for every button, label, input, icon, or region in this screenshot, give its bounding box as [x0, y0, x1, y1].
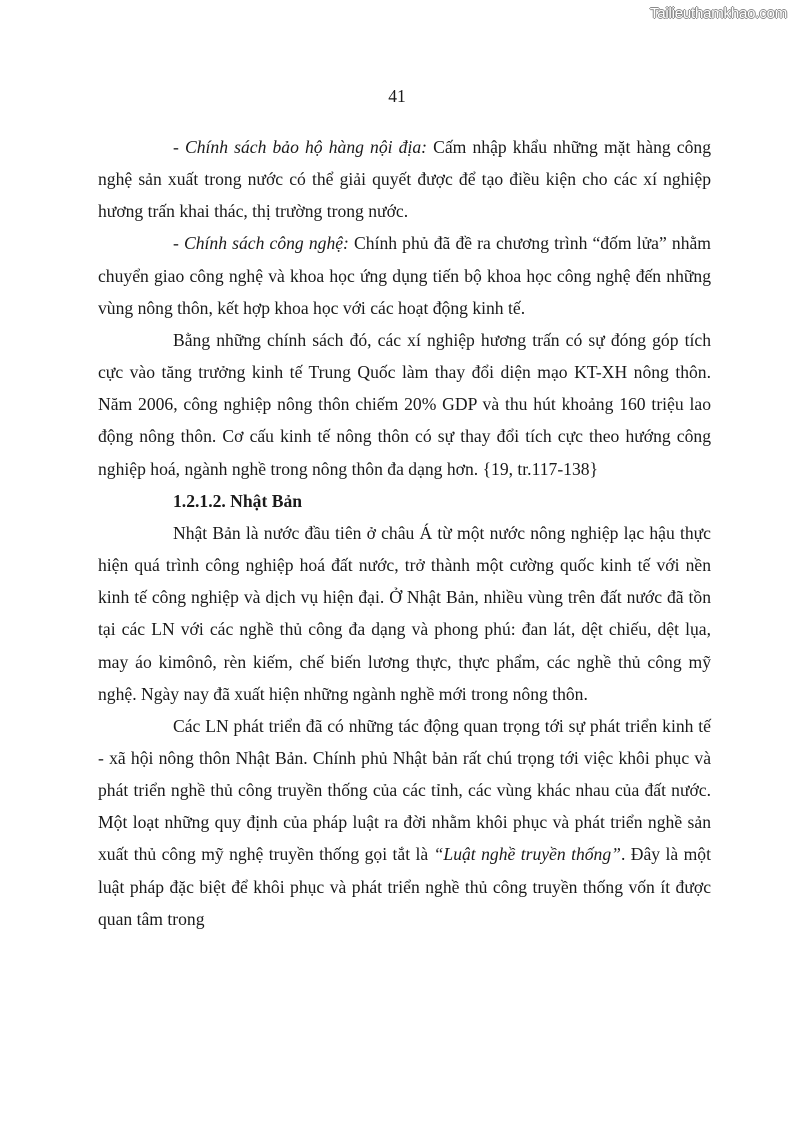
document-body — [98, 131, 711, 935]
paragraph-japan-traditional-law — [98, 710, 711, 935]
section-heading-japan — [98, 485, 711, 517]
paragraph-text: Chính phủ đã đề ra chương trình “đốm lửa” nhằm chuyển giao công nghệ và khoa học ứng dụng tiến bộ khoa học công nghệ đến những vùng nông thôn, kết hợp khoa học với các hoạt động kinh tế. — [98, 233, 711, 318]
paragraph-japan-intro — [98, 517, 711, 710]
paragraph-text: Nhật Bản là nước đầu tiên ở châu Á từ một nước nông nghiệp lạc hậu thực hiện quá trình công nghiệp hoá đất nước, trở thành một cường quốc kinh tế với nền kinh tế công nghiệp và dịch vụ hiện đại. Ở Nhật Bản, nhiều vùng trên đất nước đã tồn tại các LN với các nghề thủ công đa dạng và phong phú: đan lát, dệt chiếu, dệt lụa, may áo kimônô, rèn kiếm, chế biến lương thực, thực phẩm, các nghề thủ công mỹ nghệ. Ngày nay đã xuất hiện những ngành nghề mới trong nông thôn. — [98, 522, 711, 704]
watermark-text: Tailieuthamkhao.com — [649, 5, 787, 22]
paragraph-text: . Đây là một luật pháp đặc biệt để khôi phục và phát triển nghề thủ công truyền thống vốn ít được quan tâm trong — [98, 844, 711, 929]
paragraph-technology-policy — [98, 227, 711, 323]
paragraph-text: Cấm nhập khẩu những mặt hàng công nghệ sản xuất trong nước có thể giải quyết được để tạo điều kiện cho các xí nghiệp hương trấn khai thác, thị trường trong nước. — [98, 137, 712, 222]
heading-text: 1.2.1.2. Nhật Bản — [173, 490, 303, 511]
paragraph-domestic-protection-policy — [98, 131, 711, 227]
policy-label-italic: - Chính sách bảo hộ hàng nội địa: — [173, 137, 427, 157]
paragraph-text: Các LN phát triển đã có những tác động quan trọng tới sự phát triển kinh tế - xã hội nông thôn Nhật Bản. Chính phủ Nhật bản rất chú trọng tới việc khôi phục và phát triển nghề thủ công truyền thống của các tỉnh, các vùng khác nhau của đất nước. Một loạt những quy định của pháp luật ra đời nhằm khôi phục và phát triển nghề sản xuất thủ công mỹ nghệ truyền thống gọi tắt là — [98, 715, 711, 865]
paragraph-text: Bằng những chính sách đó, các xí nghiệp hương trấn có sự đóng góp tích cực vào tăng trưởng kinh tế Trung Quốc làm thay đổi diện mạo KT-XH nông thôn. Năm 2006, công nghiệp nông thôn chiếm 20% GDP và thu hút khoảng 160 triệu lao động nông thôn. Cơ cấu kinh tế nông thôn có sự thay đổi tích cực theo hướng công nghiệp hoá, ngành nghề trong nông thôn đa dạng hơn. {19, tr.117-138} — [98, 329, 711, 479]
policy-label-italic: - Chính sách công nghệ: — [173, 233, 349, 254]
law-name-italic: “Luật nghề truyền thống” — [433, 844, 621, 865]
page-number: 41 — [388, 86, 406, 106]
paragraph-china-summary — [98, 324, 711, 485]
